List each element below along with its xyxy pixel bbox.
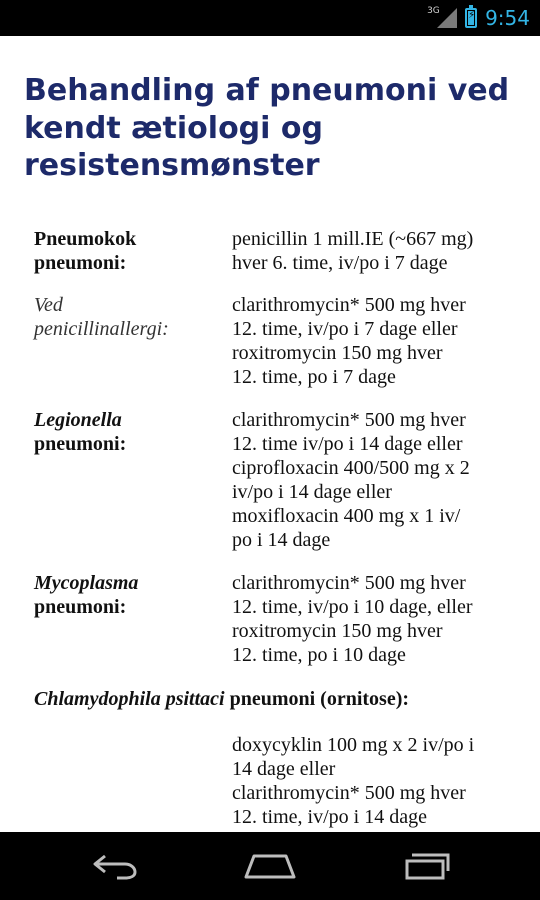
entry-label-line: penicillinallergi: (34, 318, 169, 340)
entry-label-line: pneumoni: (34, 596, 127, 618)
entry-text (232, 571, 512, 667)
page-title-line: resistensmønster (24, 148, 320, 183)
network-type-label: 3G (427, 6, 440, 16)
entry-text-line: moxifloxacin 400 mg x 1 iv/ (232, 505, 461, 527)
page-title-line: kendt ætiologi og (24, 110, 323, 146)
signal-indicator (427, 6, 457, 30)
entry-text (232, 733, 512, 829)
navigation-bar (0, 832, 540, 900)
entry-text-line: 12. time, iv/po i 7 dage eller (232, 318, 458, 340)
entry-label (34, 571, 224, 619)
status-clock: 9:54 (485, 6, 530, 30)
entry-text-line: ciprofloxacin 400/500 mg x 2 (232, 457, 470, 479)
entry-text-line: clarithromycin* 500 mg hver (232, 782, 466, 804)
content-area[interactable] (0, 36, 540, 832)
entry-label (34, 408, 224, 456)
signal-icon (437, 8, 457, 28)
recent-apps-icon (402, 851, 454, 881)
recent-apps-button[interactable] (398, 846, 458, 886)
chlamydophila-heading (34, 687, 514, 711)
entry-text-line: penicillin 1 mill.IE (~667 mg) (232, 228, 474, 250)
chlamydophila-heading-rest: pneumoni (ornitose): (224, 688, 410, 710)
entry-text (232, 227, 512, 275)
entry-text (232, 408, 512, 552)
entry-text-line: roxitromycin 150 mg hver (232, 342, 443, 364)
entry-label (34, 293, 224, 341)
entry-text-line: 12. time, po i 10 dage (232, 644, 406, 666)
entry-text-line: 12. time, po i 7 dage (232, 366, 396, 388)
entry-label-line: Pneumokok (34, 228, 137, 250)
entry-label-line: pneumoni: (34, 433, 127, 455)
status-bar (0, 0, 540, 36)
entry-label-line: pneumoni: (34, 252, 127, 274)
entry-text-line: iv/po i 14 dage eller (232, 481, 392, 503)
entry-text-line: hver 6. time, iv/po i 7 dage (232, 252, 448, 274)
entry-text-line: 12. time, iv/po i 10 dage, eller (232, 596, 473, 618)
entry-text-line: 12. time iv/po i 14 dage eller (232, 433, 463, 455)
entry-text-line: 12. time, iv/po i 14 dage (232, 806, 427, 828)
entry-label-line: Legionella (34, 409, 122, 431)
entry-text-line: clarithromycin* 500 mg hver (232, 409, 466, 431)
entry-text (232, 293, 512, 389)
entry-text-line: clarithromycin* 500 mg hver (232, 294, 466, 316)
status-icons (427, 0, 530, 36)
entry-text-line: doxycyklin 100 mg x 2 iv/po i (232, 734, 475, 756)
home-icon (242, 852, 298, 880)
entry-label-line: Ved (34, 294, 63, 316)
back-icon (91, 852, 139, 880)
entry-text-line: roxitromycin 150 mg hver (232, 620, 443, 642)
page-title-line: Behandling af pneumoni ved (24, 73, 510, 108)
chlamydophila-heading-organism: Chlamydophila psittaci (34, 688, 225, 710)
entry-text-line: 14 dage eller (232, 758, 336, 780)
entry-label-line: Mycoplasma (34, 572, 139, 594)
entry-text-line: po i 14 dage (232, 529, 331, 551)
entry-text-line: clarithromycin* 500 mg hver (232, 572, 466, 594)
entry-label (34, 227, 224, 275)
back-button[interactable] (85, 846, 145, 886)
page-title (24, 72, 524, 185)
home-button[interactable] (240, 846, 300, 886)
battery-charging-icon (465, 8, 477, 28)
charging-bolt-icon: ⚡ (468, 10, 476, 21)
